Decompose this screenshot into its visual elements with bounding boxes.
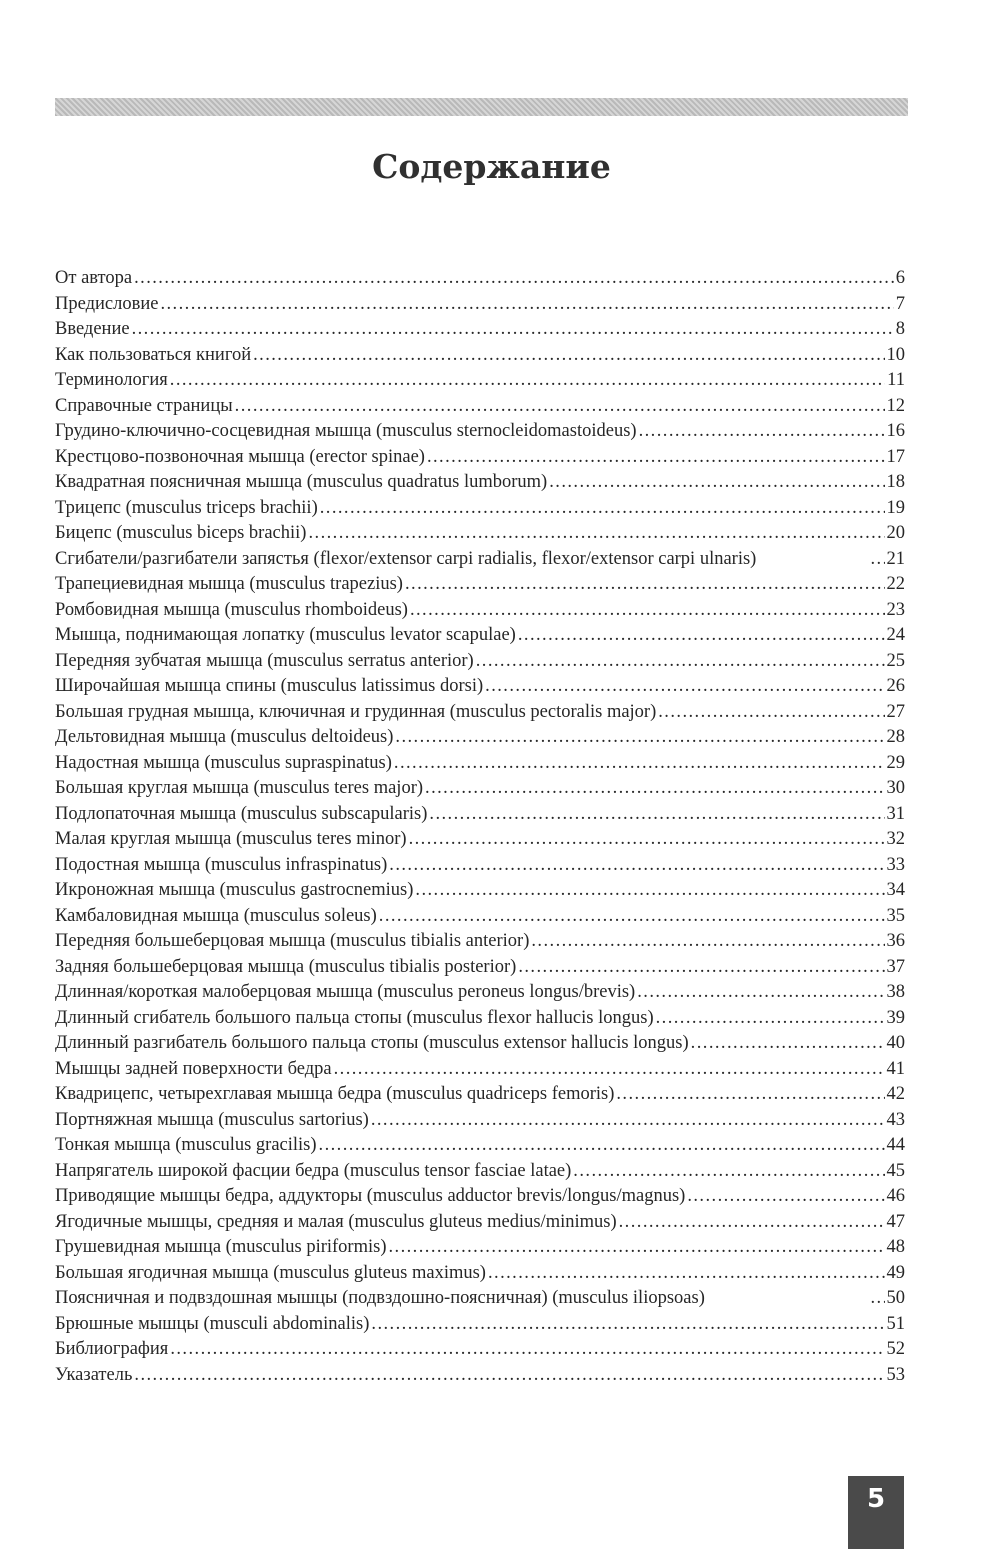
toc-dot-leader (407, 827, 885, 853)
toc-entry-label: Справочные страницы (55, 395, 233, 416)
toc-entry-page: 45 (886, 1160, 905, 1181)
toc-entry (55, 802, 905, 828)
toc-entry-page: 31 (886, 803, 905, 824)
toc-entry (55, 623, 905, 649)
toc-dot-leader (427, 802, 884, 828)
toc-entry-label: Квадратная поясничная мышца (musculus quadratus lumborum) (55, 472, 548, 492)
toc-entry (55, 598, 905, 624)
toc-dot-leader (386, 1235, 884, 1261)
toc-entry (55, 266, 905, 292)
toc-dot-leader (403, 572, 885, 598)
toc-entry-page: 29 (886, 752, 905, 773)
toc-entry-page: 28 (886, 727, 905, 747)
toc-dot-leader (251, 343, 884, 369)
toc-entry-page: 26 (886, 676, 905, 696)
toc-entry-label: Брюшные мышцы (musculi abdominalis) (55, 1313, 370, 1334)
toc-entry-page: 17 (886, 446, 905, 467)
toc-dot-leader (654, 1006, 885, 1032)
toc-entry (55, 1210, 905, 1236)
toc-dot-leader (413, 878, 884, 904)
toc-entry-page: 27 (886, 701, 905, 722)
toc-entry-page: 11 (887, 370, 905, 390)
toc-dot-leader (516, 623, 885, 649)
toc-entry-page: 43 (886, 1109, 905, 1130)
toc-entry (55, 394, 905, 420)
toc-entry (55, 649, 905, 675)
toc-entry-label: Трицепс (musculus triceps brachii) (55, 497, 318, 518)
toc-dot-leader (392, 751, 885, 777)
toc-entry-label: Напрягатель широкой фасции бедра (musculus tensor fasciae latae) (55, 1160, 572, 1181)
toc-entry-label: Малая круглая мышца (musculus teres minor) (55, 829, 407, 849)
toc-entry-label: Икроножная мышца (musculus gastrocnemius) (55, 880, 414, 900)
toc-entry-label: Мышцы задней поверхности бедра (55, 1058, 332, 1079)
toc-entry-page: 33 (886, 854, 905, 875)
toc-entry (55, 955, 905, 981)
toc-entry-page: 22 (886, 574, 905, 594)
toc-dot-leader (377, 904, 885, 930)
toc-entry-label: Указатель (55, 1364, 133, 1385)
toc-entry (55, 1133, 905, 1159)
toc-entry-label: Длинный разгибатель большого пальца стопы (musculus extensor hallucis longus) (55, 1033, 689, 1053)
toc-dot-leader (369, 1312, 884, 1338)
toc-entry (55, 929, 905, 955)
toc-entry (55, 980, 905, 1006)
toc-entry-label: Передняя большеберцовая мышца (musculus tibialis anterior) (55, 931, 530, 951)
toc-entry (55, 419, 905, 445)
toc-entry (55, 470, 905, 496)
toc-entry-label: От автора (55, 268, 133, 288)
toc-entry-page: 25 (886, 650, 905, 671)
toc-entry-page: 21 (886, 548, 905, 569)
toc-entry-label: Дельтовидная мышца (musculus deltoideus) (55, 727, 394, 747)
toc-dot-leader (423, 776, 884, 802)
toc-entry-label: Грушевидная мышца (musculus piriformis) (55, 1237, 387, 1257)
toc-entry (55, 700, 905, 726)
toc-entry-page: 47 (886, 1211, 905, 1232)
toc-entry-label: Подостная мышца (musculus infraspinatus) (55, 854, 388, 875)
toc-dot-leader (689, 1031, 885, 1057)
toc-entry-page: 40 (886, 1033, 905, 1053)
toc-entry (55, 572, 905, 598)
toc-entry-label: Поясничная и подвздошная мышцы (подвздошно-поясничная) (musculus iliopsoas) (55, 1288, 705, 1308)
toc-entry-label: Ягодичные мышцы, средняя и малая (musculus gluteus medius/minimus) (55, 1211, 617, 1232)
toc-entry-page: 42 (886, 1084, 905, 1104)
toc-dot-leader (233, 394, 885, 420)
toc-entry-label: Библиография (55, 1339, 169, 1359)
toc-entry (55, 292, 905, 318)
toc-dot-leader (332, 1057, 885, 1083)
toc-entry (55, 776, 905, 802)
toc-dot-leader (158, 292, 893, 318)
toc-entry (55, 445, 905, 471)
toc-entry-page: 36 (886, 931, 905, 951)
toc-entry-page: 20 (886, 523, 905, 543)
toc-entry-label: Надостная мышца (musculus supraspinatus) (55, 752, 392, 773)
toc-entry-page: 10 (886, 344, 905, 365)
toc-dot-leader (408, 598, 885, 624)
toc-entry (55, 1286, 905, 1312)
toc-dot-leader (132, 266, 894, 292)
toc-dot-leader (614, 1082, 884, 1108)
toc-entry-page: 8 (895, 319, 905, 339)
toc-entry (55, 1261, 905, 1287)
toc-entry (55, 1159, 905, 1185)
page-title: Содержание (372, 147, 611, 186)
toc-entry-page: 49 (886, 1262, 905, 1283)
toc-entry (55, 547, 905, 573)
toc-entry-page: 16 (886, 421, 905, 441)
toc-entry (55, 317, 905, 343)
page-number-badge: 5 (848, 1476, 904, 1549)
toc-dot-leader (869, 547, 885, 573)
toc-entry-label: Сгибатели/разгибатели запястья (flexor/extensor carpi radialis, flexor/extensor carpi ulnaris) (55, 548, 757, 569)
toc-entry (55, 521, 905, 547)
toc-dot-leader (685, 1184, 884, 1210)
toc-entry-label: Бицепс (musculus biceps brachii) (55, 523, 307, 543)
toc-entry-page: 46 (886, 1186, 905, 1206)
toc-entry-label: Длинный сгибатель большого пальца стопы (musculus flexor hallucis longus) (55, 1007, 654, 1028)
toc-dot-leader (486, 1261, 885, 1287)
toc-entry-label: Предисловие (55, 293, 159, 314)
toc-entry-page: 30 (886, 778, 905, 798)
toc-entry-page: 41 (886, 1058, 905, 1079)
toc-entry (55, 1108, 905, 1134)
toc-dot-leader (306, 521, 884, 547)
toc-dot-leader (483, 674, 884, 700)
toc-dot-leader (425, 445, 885, 471)
toc-entry-label: Большая ягодичная мышца (musculus gluteus maximus) (55, 1262, 486, 1283)
toc-entry-page: 32 (886, 829, 905, 849)
toc-dot-leader (571, 1159, 884, 1185)
toc-entry-label: Ромбовидная мышца (musculus rhomboideus) (55, 599, 408, 620)
toc-entry-page: 51 (886, 1313, 905, 1334)
header-decorative-band (55, 98, 908, 116)
toc-entry-page: 48 (886, 1237, 905, 1257)
toc-entry (55, 368, 905, 394)
toc-entry-page: 44 (886, 1135, 905, 1155)
toc-entry-page: 12 (886, 395, 905, 416)
toc-entry-page: 52 (886, 1339, 905, 1359)
toc-entry-page: 50 (886, 1288, 905, 1308)
toc-entry-page: 39 (886, 1007, 905, 1028)
toc-dot-leader (617, 1210, 885, 1236)
toc-entry (55, 1184, 905, 1210)
toc-entry-label: Камбаловидная мышца (musculus soleus) (55, 905, 377, 926)
toc-entry-page: 23 (886, 599, 905, 620)
toc-dot-leader (547, 470, 884, 496)
toc-entry-label: Портняжная мышца (musculus sartorius) (55, 1109, 369, 1130)
toc-dot-leader (869, 1286, 885, 1312)
toc-entry-label: Приводящие мышцы бедра, аддукторы (musculus adductor brevis/longus/magnus) (55, 1186, 686, 1206)
toc-entry (55, 1312, 905, 1338)
toc-entry-label: Большая грудная мышца, ключичная и грудинная (musculus pectoralis major) (55, 701, 657, 722)
toc-entry-page: 6 (895, 268, 905, 288)
toc-entry-label: Широчайшая мышца спины (musculus latissimus dorsi) (55, 676, 484, 696)
toc-entry (55, 853, 905, 879)
toc-entry-label: Передняя зубчатая мышца (musculus serratus anterior) (55, 650, 474, 671)
toc-dot-leader (132, 1363, 884, 1389)
toc-entry-page: 19 (886, 497, 905, 518)
toc-dot-leader (317, 1133, 885, 1159)
toc-dot-leader (637, 419, 885, 445)
toc-entry-label: Задняя большеберцовая мышца (musculus tibialis posterior) (55, 956, 517, 977)
toc-dot-leader (168, 368, 885, 394)
toc-entry (55, 904, 905, 930)
toc-entry-label: Как пользоваться книгой (55, 344, 252, 365)
toc-entry-page: 38 (886, 982, 905, 1002)
toc-entry (55, 878, 905, 904)
toc-entry-page: 18 (886, 472, 905, 492)
toc-entry-label: Тонкая мышца (musculus gracilis) (55, 1135, 317, 1155)
toc-entry (55, 1082, 905, 1108)
toc-entry-label: Крестцово-позвоночная мышца (erector spinae) (55, 446, 425, 467)
toc-entry-label: Терминология (55, 370, 168, 390)
toc-entry (55, 343, 905, 369)
toc-dot-leader (474, 649, 885, 675)
toc-entry (55, 1363, 905, 1389)
toc-entry (55, 1337, 905, 1363)
toc-entry-page: 34 (886, 880, 905, 900)
toc-entry (55, 674, 905, 700)
toc-entry (55, 1235, 905, 1261)
toc-entry-label: Квадрицепс, четырехглавая мышца бедра (musculus quadriceps femoris) (55, 1084, 615, 1104)
toc-entry (55, 1006, 905, 1032)
toc-dot-leader (369, 1108, 885, 1134)
toc-dot-leader (168, 1337, 884, 1363)
toc-dot-leader (387, 853, 884, 879)
toc-entry-page: 53 (886, 1364, 905, 1385)
toc-entry-label: Мышца, поднимающая лопатку (musculus levator scapulae) (55, 625, 516, 645)
toc-entry (55, 1057, 905, 1083)
toc-entry-page: 37 (886, 956, 905, 977)
toc-entry (55, 725, 905, 751)
toc-entry-page: 24 (886, 625, 905, 645)
toc-dot-leader (656, 700, 884, 726)
toc-entry (55, 827, 905, 853)
toc-dot-leader (516, 955, 884, 981)
toc-dot-leader (393, 725, 884, 751)
toc-entry-label: Подлопаточная мышца (musculus subscapularis) (55, 803, 428, 824)
toc-entry (55, 1031, 905, 1057)
toc-entry-label: Введение (55, 319, 130, 339)
toc-entry (55, 496, 905, 522)
toc-entry-label: Длинная/короткая малоберцовая мышца (musculus peroneus longus/brevis) (55, 982, 636, 1002)
toc-entry (55, 751, 905, 777)
toc-dot-leader (529, 929, 884, 955)
toc-entry-page: 7 (895, 293, 905, 314)
toc-entry-page: 35 (886, 905, 905, 926)
toc-entry-label: Грудино-ключично-сосцевидная мышца (musculus sternocleidomastoideus) (55, 421, 637, 441)
toc-dot-leader (130, 317, 894, 343)
toc-dot-leader (318, 496, 885, 522)
table-of-contents (55, 266, 905, 1388)
toc-dot-leader (635, 980, 884, 1006)
toc-entry-label: Трапециевидная мышца (musculus trapezius) (55, 574, 403, 594)
toc-entry-label: Большая круглая мышца (musculus teres major) (55, 778, 424, 798)
